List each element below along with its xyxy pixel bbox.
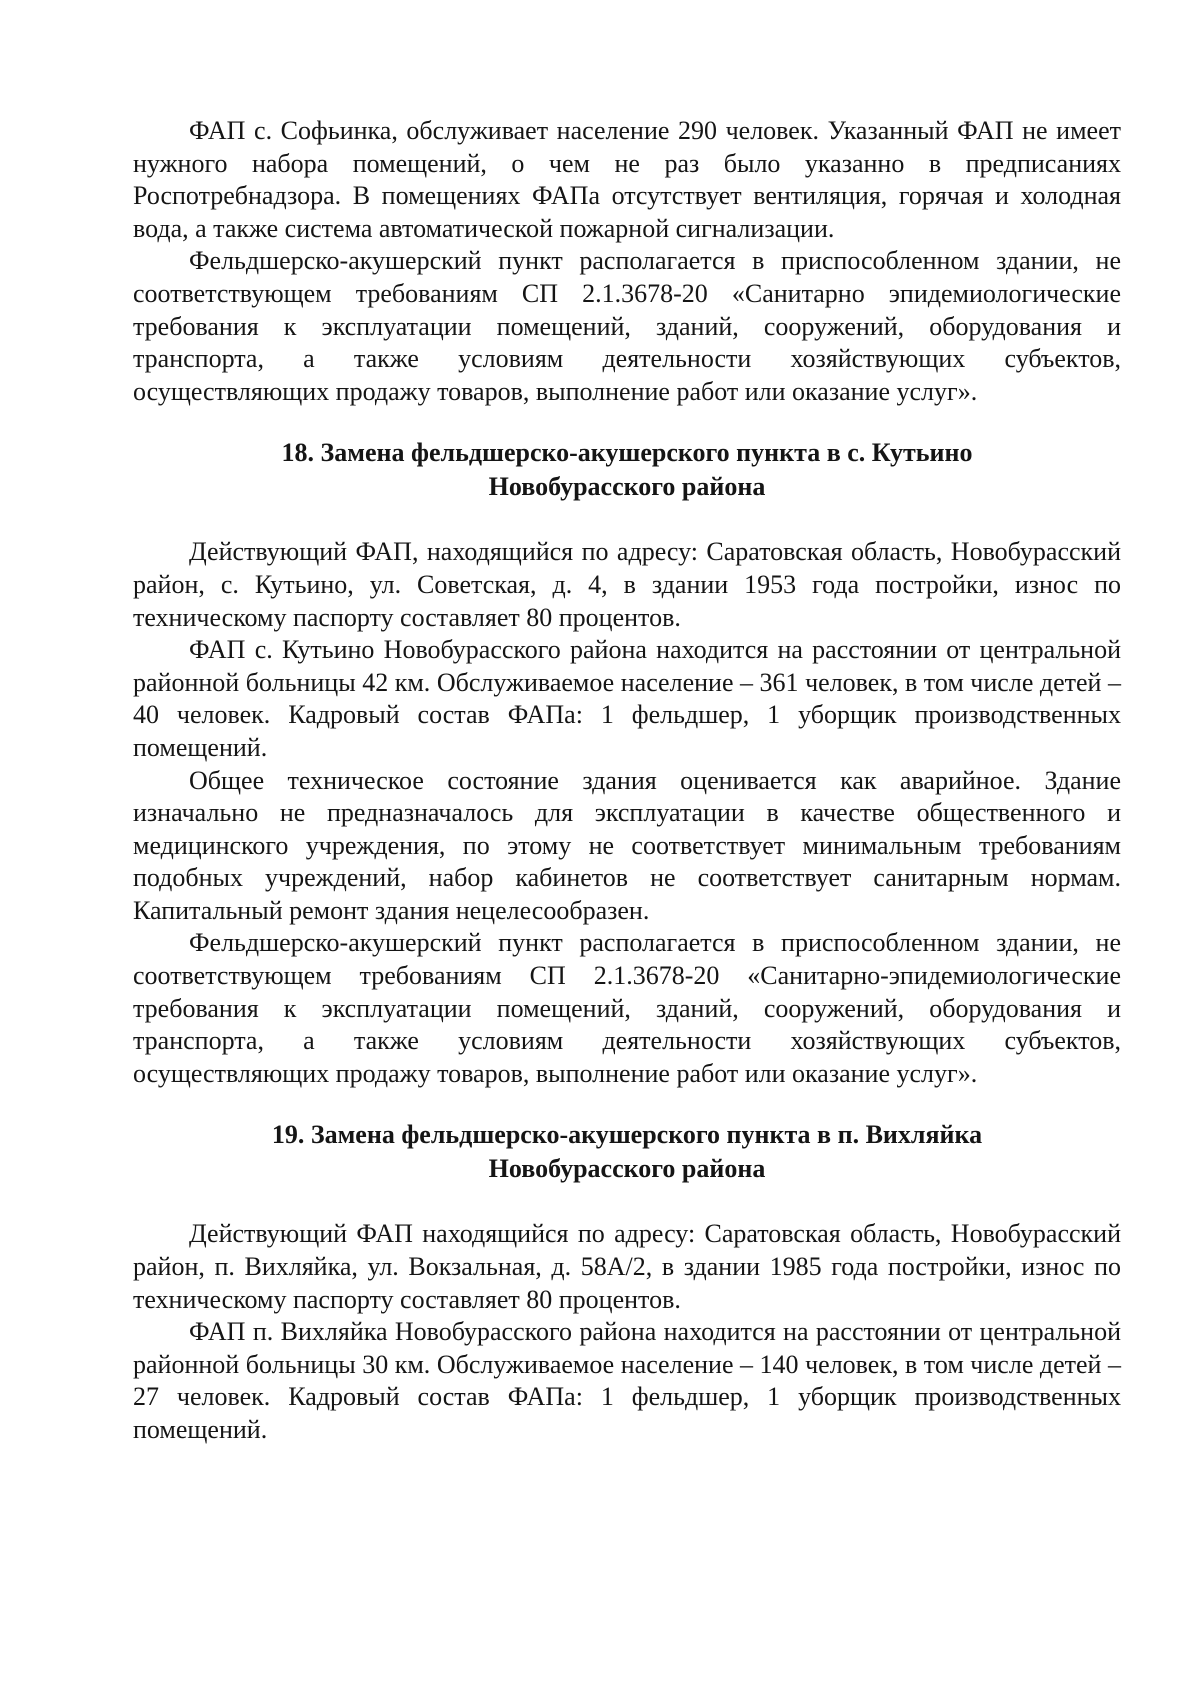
section-19-title-line1: 19. Замена фельдшерско-акушерского пункта в п. Вихляйка <box>271 1120 983 1150</box>
section-19-paragraph: Действующий ФАП находящийся по адресу: Саратовская область, Новобурасский район, п. Вихляйка, ул. Вокзальная, д. 58А/2, в здании 1985 года постройки, износ по техническому паспорту составляет 80 процентов. <box>133 1219 1121 1314</box>
intro-paragraph: ФАП с. Софьинка, обслуживает население 290 человек. Указанный ФАП не имеет нужного набора помещений, о чем не раз было указанно в предписаниях Роспотребнадзора. В помещениях ФАПа отсутствует вентиляция, горячая и холодная вода, а также система автоматической пожарной сигнализации. <box>133 116 1121 243</box>
section-18-paragraph: ФАП с. Кутьино Новобурасского района находится на расстоянии от центральной районной больницы 42 км. Обслуживаемое население – 361 человек, в том числе детей – 40 человек. Кадровый состав ФАПа: 1 фельдшер, 1 уборщик производственных помещений. <box>133 635 1121 762</box>
section-18-paragraph: Фельдшерско-акушерский пункт располагается в приспособленном здании, не соответствующем требованиям СП 2.1.3678-20 «Санитарно-эпидемиологические требования к эксплуатации помещений, зданий, сооружений, оборудования и транспорта, а также условиям деятельности хозяйствующих субъектов, осуществляющих продажу товаров, выполнение работ или оказание услуг». <box>133 928 1121 1088</box>
section-18-heading <box>133 436 1121 504</box>
section-18-title-line2: Новобурасского района <box>488 472 766 502</box>
section-18-title-line1: 18. Замена фельдшерско-акушерского пункта в с. Кутьино <box>281 438 973 468</box>
section-18-paragraph: Общее техническое состояние здания оценивается как аварийное. Здание изначально не предназначалось для эксплуатации в качестве общественного и медицинского учреждения, по этому не соответствует минимальным требованиям подобных учреждений, набор кабинетов не соответствует санитарным нормам. Капитальный ремонт здания нецелесообразен. <box>133 765 1121 925</box>
section-18-paragraph: Действующий ФАП, находящийся по адресу: Саратовская область, Новобурасский район, с. Кутьино, ул. Советская, д. 4, в здании 1953 года постройки, износ по техническому паспорту составляет 80 процентов. <box>133 537 1121 632</box>
intro-paragraph: Фельдшерско-акушерский пункт располагается в приспособленном здании, не соответствующем требованиям СП 2.1.3678-20 «Санитарно эпидемиологические требования к эксплуатации помещений, зданий, сооружений, оборудования и транспорта, а также условиям деятельности хозяйствующих субъектов, осуществляющих продажу товаров, выполнение работ или оказание услуг». <box>133 246 1121 406</box>
document-page <box>133 115 1121 1447</box>
section-19-paragraph: ФАП п. Вихляйка Новобурасского района находится на расстоянии от центральной районной больницы 30 км. Обслуживаемое население – 140 человек, в том числе детей – 27 человек. Кадровый состав ФАПа: 1 фельдшер, 1 уборщик производственных помещений. <box>133 1317 1121 1444</box>
section-19-heading <box>133 1118 1121 1186</box>
section-19-title-line2: Новобурасского района <box>488 1154 766 1184</box>
